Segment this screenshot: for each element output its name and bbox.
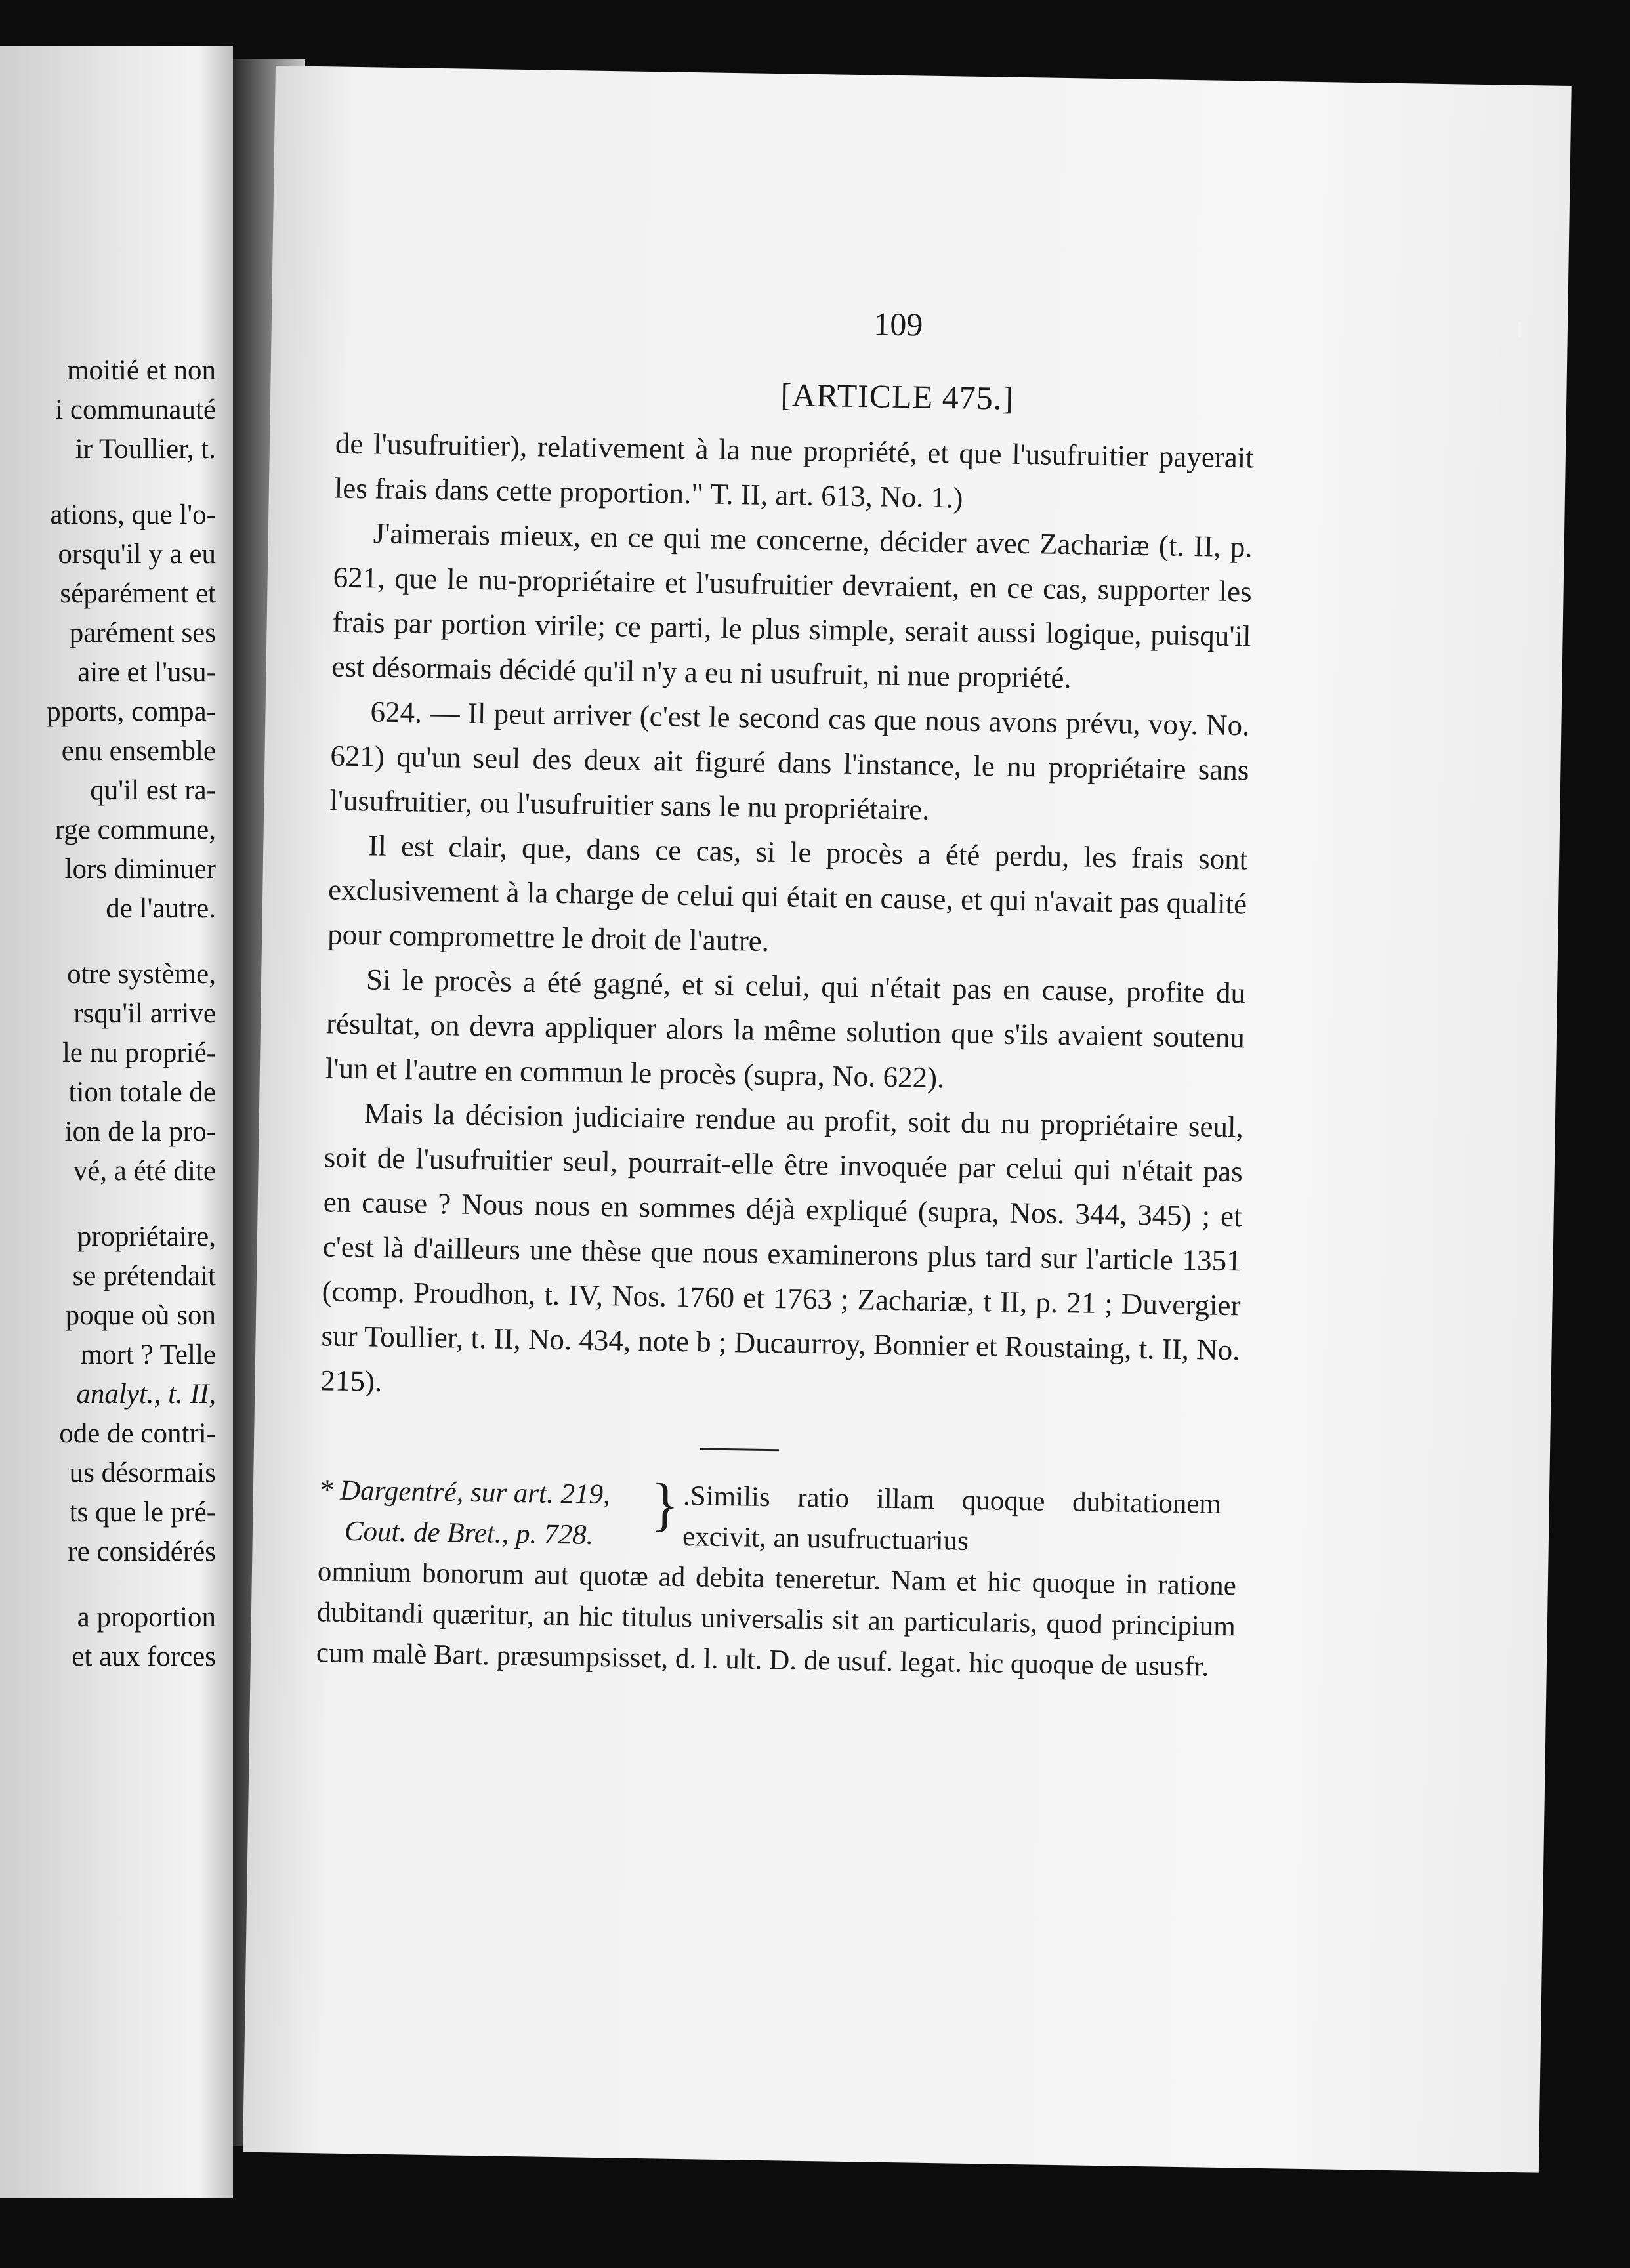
- left-page-line: aire et l'usu-: [77, 657, 216, 688]
- left-page-line: ts que le pré-: [69, 1497, 216, 1528]
- page-number: 109: [873, 305, 923, 343]
- left-page-line: analyt., t. II,: [76, 1379, 216, 1410]
- left-page-line: pports, compa-: [47, 696, 216, 727]
- left-page-line: orsqu'il y a eu: [58, 539, 216, 570]
- left-page-line: se prétendait: [72, 1261, 216, 1292]
- page-content: [315, 66, 1516, 1683]
- footnote: [316, 1470, 1238, 1688]
- footnote-source: [318, 1470, 647, 1557]
- footnote-latin-first: .Similis ratio illam quoque dubitationem excivit, an usufructuarius: [682, 1480, 1222, 1557]
- footnote-source-line: Cout. de Bret., p. 728.: [344, 1515, 594, 1551]
- book-page: [243, 66, 1572, 2173]
- left-page-line: poque où son: [65, 1300, 216, 1331]
- left-page-line: ir Toullier, t.: [75, 434, 216, 465]
- left-page-line: enu ensemble: [61, 736, 216, 766]
- left-page-line: otre système,: [67, 959, 216, 990]
- paragraph-section-624: 624. — Il peut arriver (c'est le second cas que nous avons prévu, voy. No. 621) qu'un seul des deux ait figuré dans l'instance, le nu propriétaire sans l'usufruitier, ou l'usufruitier sans le nu propriétaire.: [329, 695, 1250, 826]
- speck: [1518, 322, 1521, 337]
- left-page-line: parément ses: [69, 618, 216, 648]
- left-page-line: i communauté: [55, 394, 216, 425]
- body-text: [316, 421, 1255, 1689]
- footnote-source-line: * Dargentré, sur art. 219,: [318, 1475, 611, 1511]
- left-page-line: ion de la pro-: [64, 1116, 216, 1147]
- left-page-line: ode de contri-: [59, 1418, 216, 1449]
- left-page-line: et aux forces: [72, 1641, 216, 1672]
- left-page-line: ations, que l'o-: [50, 499, 216, 530]
- left-page-line: tion totale de: [68, 1077, 216, 1108]
- left-page-line: séparément et: [60, 578, 216, 609]
- left-page-line: qu'il est ra-: [90, 775, 216, 806]
- paragraph: Mais la décision judiciaire rendue au profit, soit du nu propriétaire seul, soit de l'usufruitier seul, pourrait-elle être invoquée par celui qui n'était pas en cause ? Nous nous en sommes déjà expliqué (supra, Nos. 344, 345) ; et c'est là d'ailleurs une thèse que nous examinerons plus tard sur l'article 1351 (comp. Proudhon, t. IV, Nos. 1760 et 1763 ; Zachariæ, t II, p. 21 ; Duvergier sur Toullier, t. II, No. 434, note b ; Ducaurroy, Bonnier et Roustaing, t. II, No. 215).: [320, 1097, 1244, 1398]
- left-page-line: de l'autre.: [106, 893, 216, 924]
- footnote-divider: [700, 1448, 779, 1451]
- left-page-line: mort ? Telle: [80, 1339, 216, 1370]
- left-page-line: moitié et non: [67, 355, 216, 386]
- left-page-line: a proportion: [77, 1602, 216, 1633]
- running-head: [ARTICLE 475.]: [780, 376, 1014, 417]
- left-page-line: rsqu'il arrive: [73, 998, 216, 1029]
- left-page-line: propriétaire,: [77, 1221, 216, 1252]
- footnote-latin-rest: omnium bonorum aut quotæ ad debita teneretur. Nam et hic quoque in ratione dubitandi quæritur, an hic titulus universalis sit an particularis, quod principium cum malè Bart. præsumpsisset, d. l. ult. D. de usuf. legat. hic quoque de ususfr.: [316, 1556, 1237, 1683]
- left-page-line: rge commune,: [54, 814, 216, 845]
- left-page-line: lors diminuer: [64, 854, 216, 885]
- left-page-line: le nu proprié-: [62, 1038, 216, 1068]
- left-page-line: vé, a été dite: [73, 1156, 216, 1186]
- footnote-brace: }: [650, 1472, 680, 1538]
- paragraph: Si le procès a été gagné, et si celui, qui n'était pas en cause, profite du résultat, on devra appliquer alors la même solution que s'ils avaient soutenu l'un et l'autre en commun le procès (supra, No. 622).: [325, 963, 1246, 1095]
- paragraph: J'aimerais mieux, en ce qui me concerne, décider avec Zachariæ (t. II, p. 621, que le nu-propriétaire et l'usufruitier devraient, en ce cas, supporter les frais par portion virile; ce parti, le plus simple, serait aussi logique, puisqu'il est désormais décidé qu'il n'y a eu ni usufruit, ni nue propriété.: [331, 516, 1253, 695]
- left-page-line: us désormais: [69, 1458, 216, 1488]
- left-page-line: re considérés: [68, 1536, 216, 1567]
- paragraph-continuation: de l'usufruitier), relativement à la nue propriété, et que l'usufruitier payerait les frais dans cette proportion." T. II, art. 613, No. 1.): [334, 427, 1255, 514]
- left-page-fragment: [0, 46, 233, 2198]
- paragraph: Il est clair, que, dans ce cas, si le procès a été perdu, les frais sont exclusivement à la charge de celui qui était en cause, et qui n'avait pas qualité pour compromettre le droit de l'autre.: [327, 829, 1248, 957]
